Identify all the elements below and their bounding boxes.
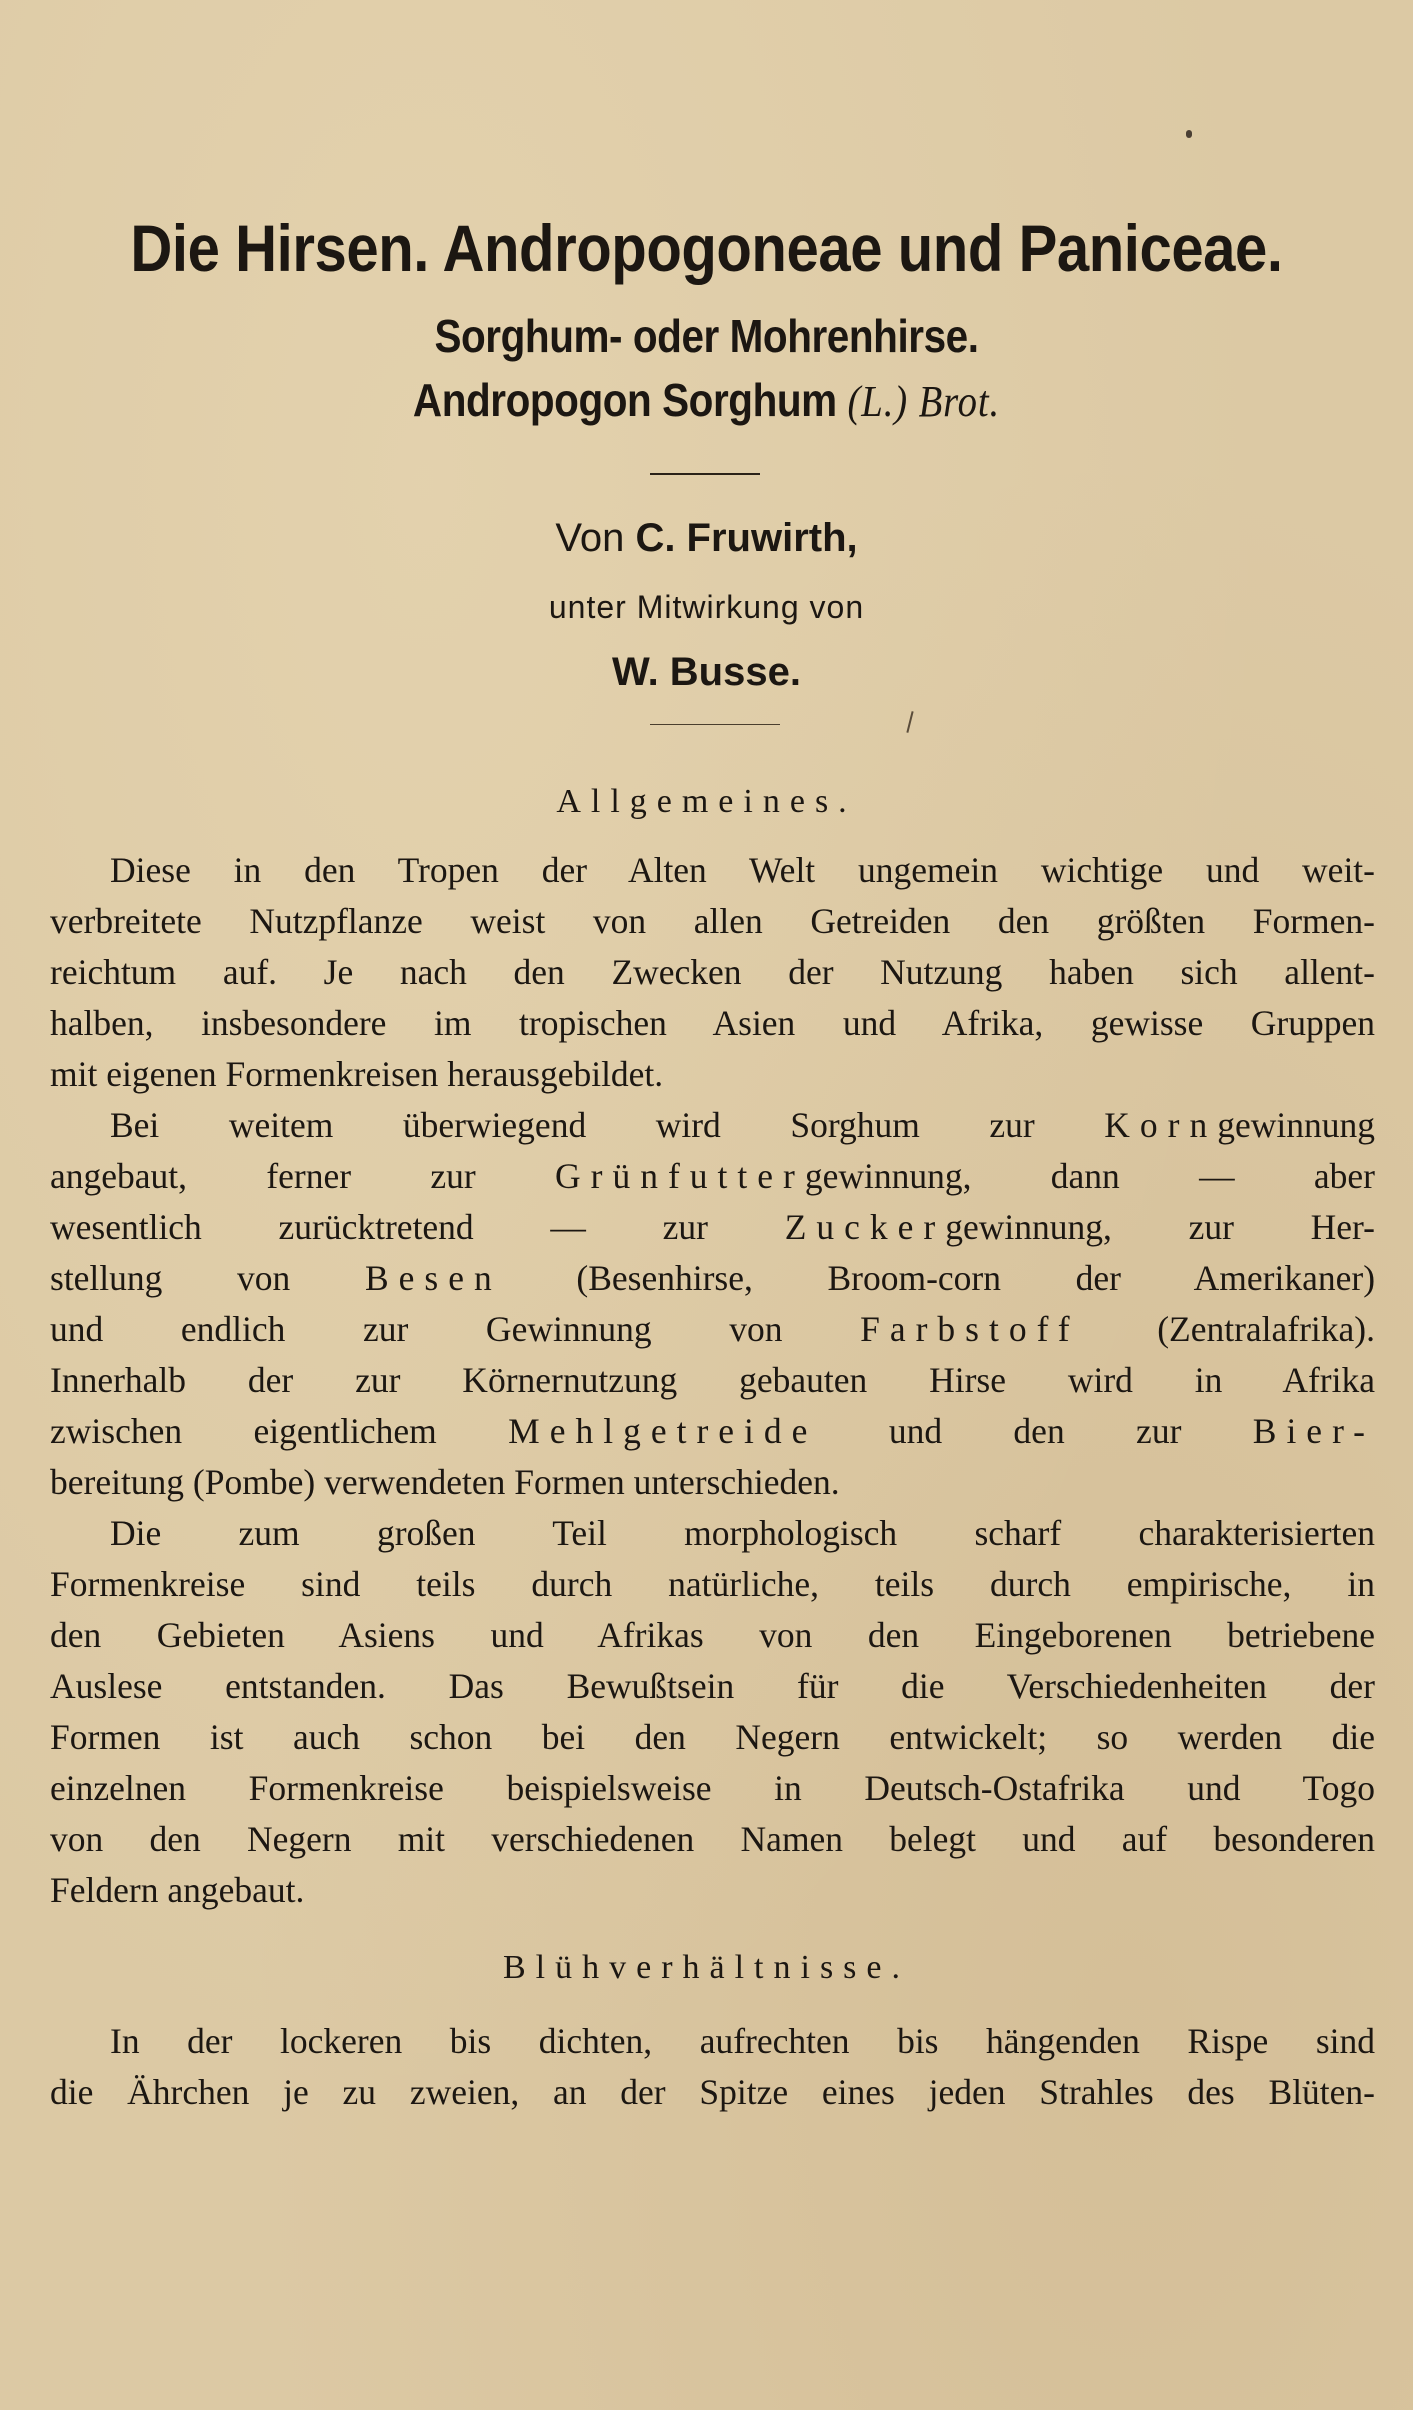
text-line: halben, insbesondere im tropischen Asien und Afrika, gewisse Gruppen — [50, 1003, 1375, 1043]
section-heading-bluehverhaeltnisse: Blühverhältnisse. — [502, 1949, 911, 1986]
text-line: Bei weitem überwiegend wird Sorghum zur Korngewinnung — [110, 1105, 1375, 1145]
text-line: Feldern angebaut. — [50, 1870, 305, 1910]
subtitle-common-name: Sorghum- oder Mohrenhirse. — [434, 310, 979, 362]
text-line: reichtum auf. Je nach den Zwecken der Nutzung haben sich allent- — [50, 952, 1375, 992]
text-line: und endlich zur Gewinnung von Farbstoff (Zentralafrika). — [50, 1309, 1376, 1349]
text-line: die Ährchen je zu zweien, an der Spitze eines jeden Strahles des Blüten- — [50, 2072, 1375, 2112]
text-line: Formenkreise sind teils durch natürliche, teils durch empirische, in — [50, 1564, 1375, 1604]
byline-von: Von — [555, 516, 625, 560]
spaced-term: Korn — [1104, 1105, 1218, 1145]
coauthor-name: W. Busse. — [612, 650, 801, 694]
text-line: Formen ist auch schon bei den Negern entwickelt; so werden die — [50, 1717, 1375, 1757]
page-title: Die Hirsen. Andropogoneae und Paniceae. — [130, 211, 1283, 285]
byline-mitwirkung: unter Mitwirkung von — [548, 589, 865, 625]
botanical-name: Andropogon Sorghum — [412, 374, 837, 426]
botanical-author: (L.) Brot. — [847, 377, 1001, 426]
section-heading-allgemeines: Allgemeines. — [556, 783, 857, 820]
text-line: zwischen eigentlichem Mehlgetreide und den zur Bier- — [50, 1411, 1375, 1451]
author-name: C. Fruwirth, — [635, 516, 858, 560]
spaced-term: Mehlgetreide — [508, 1411, 818, 1451]
text-line: stellung von Besen (Besenhirse, Broom-corn der Amerikaner) — [50, 1258, 1376, 1298]
divider-rule-2 — [650, 724, 780, 725]
text-line: Diese in den Tropen der Alten Welt ungemein wichtige und weit- — [110, 850, 1375, 890]
text-line: verbreitete Nutzpflanze weist von allen Getreiden den größten Formen- — [50, 901, 1375, 941]
subtitle-botanical-name — [85, 370, 1328, 432]
text-line: angebaut, ferner zur Grünfuttergewinnung, dann — aber — [50, 1156, 1375, 1196]
byline-author — [0, 512, 1413, 564]
text-line: einzelnen Formenkreise beispielsweise in Deutsch-Ostafrika und Togo — [50, 1768, 1375, 1808]
spaced-term: Grünfutter — [555, 1156, 805, 1196]
text-line: mit eigenen Formenkreisen herausgebildet. — [50, 1054, 664, 1094]
text-line: Auslese entstanden. Das Bewußtsein für die Verschiedenheiten der — [50, 1666, 1375, 1706]
text-line: bereitung (Pombe) verwendeten Formen unterschieden. — [50, 1462, 840, 1502]
divider-rule — [650, 473, 760, 475]
text-line: In der lockeren bis dichten, aufrechten bis hängenden Rispe sind — [110, 2021, 1375, 2061]
ink-speck — [1186, 130, 1192, 138]
text-line: Die zum großen Teil morphologisch scharf charakterisierten — [110, 1513, 1375, 1553]
text-line: wesentlich zurücktretend — zur Zuckergewinnung, zur Her- — [50, 1207, 1375, 1247]
text-line: den Gebieten Asiens und Afrikas von den Eingeborenen betriebene — [50, 1615, 1375, 1655]
text-line: von den Negern mit verschiedenen Namen belegt und auf besonderen — [50, 1819, 1375, 1859]
spaced-term: Farbstoff — [860, 1309, 1080, 1349]
spaced-term: Zucker — [784, 1207, 946, 1247]
ink-stroke — [906, 711, 913, 733]
spaced-term: Besen — [364, 1258, 502, 1298]
spaced-term: Bier- — [1252, 1411, 1375, 1451]
text-line: Innerhalb der zur Körnernutzung gebauten Hirse wird in Afrika — [50, 1360, 1375, 1400]
